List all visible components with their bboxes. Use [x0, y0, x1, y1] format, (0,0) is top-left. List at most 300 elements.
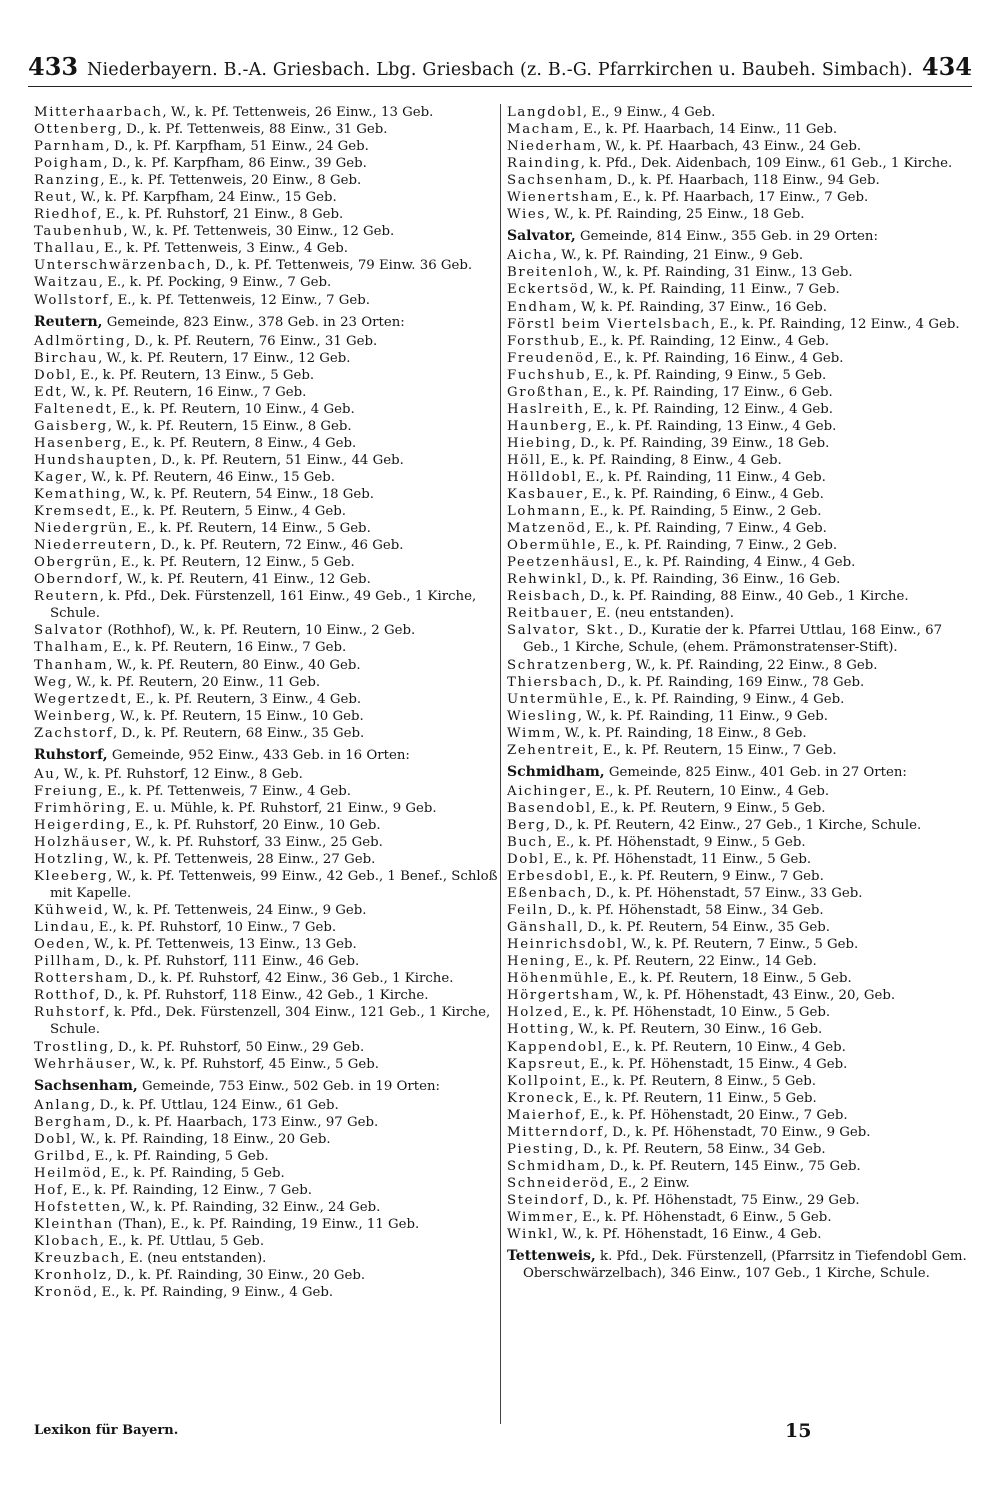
place-entry [34, 834, 504, 851]
place-entry [507, 206, 977, 223]
place-name: Grilbd [34, 1148, 87, 1164]
place-entry [507, 868, 977, 885]
entry-details: , D., k. Pf. Ruhstorf, 50 Einw., 29 Geb. [109, 1039, 365, 1055]
place-entry [507, 452, 977, 469]
place-name: Winkl [507, 1227, 554, 1243]
entry-details: , D., k. Pf. Höhenstadt, 58 Einw., 34 Geb. [548, 903, 824, 919]
place-name: Wollstorf [34, 292, 110, 308]
entry-details: , W., k. Pf. Haarbach, 43 Einw., 24 Geb. [597, 139, 862, 155]
place-name: Ranzing [34, 173, 101, 189]
entry-details: , W., k. Pf. Reutern, 17 Einw., 12 Geb. [98, 350, 351, 366]
entry-details: , W., k. Pf. Reutern, 80 Einw., 40 Geb. [108, 657, 361, 673]
place-entry [34, 622, 504, 639]
place-entry [507, 817, 977, 834]
place-entry [34, 766, 504, 783]
place-name: Reut [34, 190, 73, 206]
place-entry [507, 953, 977, 970]
place-entry [34, 121, 504, 138]
page-number-right: 434 [921, 52, 972, 81]
entry-details: , E., k. Pf. Rainding, 12 Einw., 4 Geb. [584, 401, 834, 417]
footer-publication-title: Lexikon für Bayern. [34, 1423, 179, 1438]
place-entry [507, 1226, 977, 1243]
place-name: Dobl [34, 1131, 72, 1147]
entry-details: , E., k. Pf. Tettenweis, 3 Einw., 4 Geb. [95, 241, 348, 257]
entry-details: , W., k. Pf. Rainding, 18 Einw., 8 Geb. [556, 725, 807, 741]
place-entry [507, 783, 977, 800]
place-entry [507, 155, 977, 172]
place-name: Aichinger [507, 783, 587, 799]
place-name: Kemathing [34, 487, 122, 503]
place-entry [34, 1199, 504, 1216]
entry-details: , E., k. Pf. Reutern, 22 Einw., 14 Geb. [565, 954, 817, 970]
place-entry [34, 172, 504, 189]
entry-details: , W., k. Pf. Reutern, 7 Einw., 5 Geb. [622, 937, 859, 953]
entry-details: , W., k. Pf. Reutern, 54 Einw., 18 Geb. [121, 487, 375, 503]
entry-details: , k. Pfd., Dek. Fürstenzell, 161 Einw., 49 Geb., 1 Kirche, Schule. [50, 589, 477, 622]
place-name: Maierhof [507, 1107, 582, 1123]
municipality-name: Reutern, [34, 313, 103, 330]
place-entry [34, 725, 504, 742]
place-name: Hasenberg [34, 435, 123, 451]
place-name: Kasbauer [507, 487, 584, 503]
place-name: Hölldobl [507, 469, 578, 485]
entry-details: , W., k. Pf. Rainding, 11 Einw., 7 Geb. [589, 282, 840, 298]
municipality-name: Tettenweis, [507, 1248, 596, 1265]
place-name: Wimm [507, 725, 557, 741]
entry-details: , E., k. Pf. Rainding, 9 Einw., 4 Geb. [92, 1285, 334, 1301]
entry-details: Gemeinde, 814 Einw., 355 Geb. in 29 Orten: [575, 229, 878, 245]
place-name: Hotting [507, 1022, 570, 1038]
place-name: Heilmöd [34, 1165, 103, 1181]
place-name: Schmidham [507, 1158, 601, 1174]
place-entry [507, 851, 977, 868]
entry-details: , E., k. Pf. Höhenstadt, 9 Einw., 5 Geb. [547, 834, 806, 850]
place-name: Zachstorf [34, 725, 114, 741]
entry-details: , D., k. Pf. Rainding, 30 Einw., 20 Geb. [107, 1268, 366, 1284]
place-name: Trostling [34, 1039, 110, 1055]
place-entry [34, 1182, 504, 1199]
municipality-heading [507, 764, 977, 781]
entry-details: , W., k. Pf. Reutern, 20 Einw., 11 Geb. [67, 674, 321, 690]
place-entry [507, 1073, 977, 1090]
place-entry [34, 817, 504, 834]
place-name: Wies [507, 207, 546, 223]
place-entry [34, 902, 504, 919]
place-entry [507, 725, 977, 742]
place-name: Wehrhäuser [34, 1056, 132, 1072]
place-name: Schneideröd [507, 1175, 610, 1191]
place-name: Erbesdobl [507, 869, 590, 885]
entry-details: , E., k. Pf. Ruhstorf, 21 Einw., 8 Geb. [97, 207, 344, 223]
place-entry [34, 936, 504, 953]
place-entry [507, 1039, 977, 1056]
place-entry [507, 469, 977, 486]
place-entry [34, 1148, 504, 1165]
place-name: Niedergrün [34, 521, 129, 537]
running-header [28, 52, 972, 87]
entry-details: , E., k. Pf. Rainding, 12 Einw., 7 Geb. [63, 1182, 312, 1198]
place-name: Macham [507, 122, 575, 138]
place-entry [507, 435, 977, 452]
entry-details: k. Pfd., Dek. Fürstenzell, (Pfarrsitz in Tiefendobl Gem. Oberschwärzelbach), 346 Einw., 107 Geb., 1 Kirche, Schule. [523, 1249, 967, 1282]
place-entry [34, 367, 504, 384]
place-name: Fuchshub [507, 367, 587, 383]
place-entry [507, 919, 977, 936]
place-entry [34, 520, 504, 537]
place-name: Langdobl [507, 105, 583, 120]
entry-details: , E., k. Pf. Reutern, 18 Einw., 5 Geb. [609, 971, 852, 987]
entry-details: , E., k. Pf. Reutern, 11 Einw., 5 Geb. [574, 1090, 817, 1106]
place-name: Hotzling [34, 852, 105, 868]
entry-details: , E., k. Pf. Rainding, 9 Einw., 5 Geb. [586, 367, 827, 383]
place-name: Holzhäuser [34, 834, 127, 850]
place-name: Lohmann [507, 504, 582, 520]
place-name: Höll [507, 452, 542, 468]
place-entry [34, 851, 504, 868]
place-entry [34, 155, 504, 172]
entry-details: , E., k. Pf. Höhenstadt, 15 Einw., 4 Geb. [581, 1056, 848, 1072]
entry-details: , W., k. Pf. Rainding, 22 Einw., 8 Geb. [627, 657, 878, 673]
entry-details: , D., k. Pf. Höhenstadt, 75 Einw., 29 Geb. [584, 1192, 860, 1208]
place-name: Mitterndorf [507, 1124, 604, 1140]
place-name: Adlmörting [34, 333, 127, 349]
place-entry [507, 189, 977, 206]
place-name: Kronholz [34, 1268, 108, 1284]
place-name: Schratzenberg [507, 657, 628, 673]
place-name: Anlang [34, 1097, 92, 1113]
left-column [34, 104, 504, 1301]
place-name: Gänshall [507, 920, 579, 936]
entry-details: (Rothhof), W., k. Pf. Reutern, 10 Einw., 2 Geb. [103, 623, 416, 639]
place-entry [34, 1233, 504, 1250]
place-entry [34, 987, 504, 1004]
municipality-heading [507, 1248, 977, 1282]
entry-details: , W., k. Pf. Tettenweis, 26 Einw., 13 Geb. [162, 105, 434, 120]
place-entry [507, 1175, 977, 1192]
place-name: Kleeberg [34, 869, 108, 885]
place-entry [34, 104, 504, 121]
entry-details: , D., k. Pf. Reutern, 58 Einw., 34 Geb. [574, 1141, 826, 1157]
place-name: Heinrichsdobl [507, 937, 623, 953]
entry-details: , W., k. Pf. Ruhstorf, 33 Einw., 25 Geb. [126, 834, 383, 850]
place-entry [507, 800, 977, 817]
entry-details: , W., k. Pf. Reutern, 16 Einw., 7 Geb. [62, 384, 307, 400]
place-name: Kappendobl [507, 1039, 604, 1055]
place-name: Peetzenhäusl [507, 555, 616, 571]
place-entry [34, 240, 504, 257]
place-entry [507, 537, 977, 554]
place-name: Hening [507, 954, 566, 970]
place-entry [34, 350, 504, 367]
entry-details: , D., k. Pf. Ruhstorf, 42 Einw., 36 Geb., 1 Kirche. [128, 971, 454, 987]
place-name: Kronöd [34, 1285, 93, 1301]
place-entry [507, 691, 977, 708]
place-entry [34, 1097, 504, 1114]
entry-details: , E., k. Pf. Rainding, 12 Einw., 4 Geb. [710, 316, 960, 332]
place-entry [34, 401, 504, 418]
place-entry [507, 486, 977, 503]
place-entry [507, 418, 977, 435]
entry-details: , E., k. Pf. Reutern, 13 Einw., 5 Geb. [71, 367, 315, 383]
page-number-left: 433 [28, 52, 79, 81]
entry-details: , E., k. Pf. Tettenweis, 7 Einw., 4 Geb. [98, 783, 351, 799]
place-name: Ruhstorf [34, 1005, 106, 1021]
entry-details: , E. (neu entstanden). [120, 1251, 267, 1267]
entry-details: Gemeinde, 823 Einw., 378 Geb. in 23 Orten: [102, 314, 405, 330]
place-entry [34, 223, 504, 240]
place-name: Niederham [507, 139, 597, 155]
entry-details: , k. Pfd., Dek. Fürstenzell, 304 Einw., 121 Geb., 1 Kirche, Schule. [50, 1005, 491, 1038]
place-name: Endham [507, 299, 573, 315]
municipality-name: Salvator, [507, 228, 576, 245]
place-name: Gaisberg [34, 418, 108, 434]
place-name: Hiebing [507, 435, 572, 451]
place-name: Steindorf [507, 1192, 585, 1208]
place-name: Salvator [34, 623, 104, 639]
place-entry [34, 953, 504, 970]
entry-details: Gemeinde, 753 Einw., 502 Geb. in 19 Orten: [137, 1078, 441, 1094]
entry-details: , E., k. Pf. Rainding, 6 Einw., 4 Geb. [583, 487, 824, 503]
entry-details: , D., k. Pf. Reutern, 42 Einw., 27 Geb., 1 Kirche, Schule. [545, 817, 922, 833]
place-name: Lindau [34, 920, 91, 936]
municipality-heading [507, 228, 977, 245]
place-entry [34, 554, 504, 571]
place-entry [507, 1141, 977, 1158]
entry-details: , W., k. Pf. Tettenweis, 24 Einw., 9 Geb. [103, 903, 367, 919]
place-name: Weg [34, 674, 68, 690]
place-entry [507, 247, 977, 264]
place-entry [34, 868, 504, 902]
entry-details: , E., k. Pf. Reutern, 15 Einw., 7 Geb. [594, 742, 837, 758]
place-entry [34, 1250, 504, 1267]
place-name: Eckertsöd [507, 282, 590, 298]
entry-details: , W., k. Pf. Rainding, 32 Einw., 24 Geb. [121, 1199, 381, 1215]
place-entry [507, 172, 977, 189]
place-name: Poigham [34, 156, 104, 172]
entry-details: , D., k. Pf. Reutern, 51 Einw., 44 Geb. [152, 452, 404, 468]
place-entry [34, 292, 504, 309]
place-entry [34, 571, 504, 588]
entry-details: , E., 2 Einw. [609, 1175, 690, 1191]
place-name: Haunberg [507, 418, 588, 434]
place-entry [507, 622, 977, 656]
place-name: Hörgertsham [507, 988, 615, 1004]
place-entry [34, 639, 504, 656]
place-entry [507, 350, 977, 367]
place-name: Großthan [507, 384, 585, 400]
entry-details: , E., k. Pf. Rainding, 5 Einw., 2 Geb. [581, 504, 822, 520]
entry-details: , E., k. Pf. Reutern, 8 Einw., 4 Geb. [122, 435, 357, 451]
place-name: Zehentreit [507, 742, 595, 758]
entry-details: , D., k. Pf. Haarbach, 173 Einw., 97 Geb. [106, 1114, 379, 1130]
entry-details: , E., k. Pf. Höhenstadt, 10 Einw., 5 Geb. [563, 1005, 831, 1021]
place-name: Buch [507, 834, 548, 850]
place-entry [507, 605, 977, 622]
place-entry [34, 452, 504, 469]
place-entry [34, 384, 504, 401]
place-name: Riedhof [34, 207, 98, 223]
entry-details: , W., k. Pf. Reutern, 15 Einw., 10 Geb. [111, 708, 364, 724]
place-entry [507, 1090, 977, 1107]
place-name: Thallau [34, 241, 96, 257]
place-name: Oeden [34, 937, 86, 953]
place-name: Matzenöd [507, 521, 587, 537]
place-name: Niederreutern [34, 538, 153, 554]
place-entry [507, 657, 977, 674]
entry-details: , W., k. Pf. Ruhstorf, 12 Einw., 8 Geb. [55, 766, 303, 782]
place-entry [34, 333, 504, 350]
place-entry [507, 554, 977, 571]
place-name: Oberndorf [34, 572, 119, 588]
place-name: Faltenedt [34, 401, 113, 417]
entry-details: , W., k. Pf. Tettenweis, 30 Einw., 12 Geb. [123, 224, 395, 240]
place-entry [507, 902, 977, 919]
entry-details: , E., k. Pf. Reutern, 9 Einw., 5 Geb. [591, 800, 826, 816]
place-name: Thalham [34, 640, 104, 656]
entry-details: , D., k. Pf. Tettenweis, 79 Einw. 36 Geb. [206, 258, 473, 274]
place-entry [507, 1209, 977, 1226]
place-entry [34, 138, 504, 155]
entry-details: , E., k. Pf. Höhenstadt, 6 Einw., 5 Geb. [573, 1210, 832, 1225]
place-entry [507, 281, 977, 298]
place-name: Reitbauer [507, 606, 589, 622]
column-divider [500, 104, 501, 1424]
place-entry [507, 503, 977, 520]
place-entry [34, 418, 504, 435]
entry-details: , W., k. Pf. Tettenweis, 28 Einw., 27 Geb. [104, 852, 376, 868]
place-name: Wienertsham [507, 190, 615, 206]
place-entry [34, 1114, 504, 1131]
place-name: Wimmer [507, 1210, 574, 1225]
place-name: Hof [34, 1182, 64, 1198]
place-name: Thanham [34, 657, 109, 673]
place-name: Rotthof [34, 988, 96, 1004]
entry-details: , E., k. Pf. Tettenweis, 12 Einw., 7 Geb. [109, 292, 371, 308]
place-entry [34, 674, 504, 691]
entry-details: , W., k. Pf. Höhenstadt, 16 Einw., 4 Geb. [553, 1227, 822, 1243]
place-entry [507, 834, 977, 851]
entry-details: , D., k. Pf. Haarbach, 118 Einw., 94 Geb. [608, 173, 880, 189]
place-entry [507, 333, 977, 350]
entry-details: , E., k. Pf. Reutern, 16 Einw., 7 Geb. [103, 640, 347, 656]
place-name: Weinberg [34, 708, 112, 724]
entry-details: , E., k. Pf. Reutern, 9 Einw., 7 Geb. [589, 869, 824, 885]
entry-details: , D., k. Pf. Karpfham, 86 Einw., 39 Geb. [103, 156, 367, 172]
entry-details: , D., k. Pf. Rainding, 36 Einw., 16 Geb. [582, 572, 841, 588]
entry-details: , W., k. Pf. Tettenweis, 13 Einw., 13 Geb. [85, 937, 357, 953]
place-entry [507, 138, 977, 155]
entry-details: , D., k. Pf. Ruhstorf, 111 Einw., 46 Geb. [96, 954, 360, 970]
entry-details: , E., k. Pf. Tettenweis, 20 Einw., 8 Geb. [100, 173, 362, 189]
municipality-name: Schmidham, [507, 763, 605, 780]
place-name: Freiung [34, 783, 99, 799]
place-entry [507, 1192, 977, 1209]
place-entry [34, 469, 504, 486]
place-name: Dobl [34, 367, 72, 383]
entry-details: , D., k. Pf. Karpfham, 51 Einw., 24 Geb. [105, 139, 369, 155]
place-name: Mitterhaarbach [34, 105, 163, 120]
place-name: Pillham [34, 954, 97, 970]
entry-details: , E., k. Pf. Rainding, 5 Geb. [86, 1148, 269, 1164]
place-name: Heigerding [34, 817, 127, 833]
entry-details: , E., k. Pf. Reutern, 5 Einw., 4 Geb. [112, 504, 346, 520]
place-entry [34, 1284, 504, 1301]
entry-details: , W., k. Pf. Reutern, 30 Einw., 16 Geb. [569, 1022, 823, 1038]
place-entry [34, 1165, 504, 1182]
entry-details: , D., k. Pf. Reutern, 54 Einw., 35 Geb. [578, 920, 830, 936]
entry-details: , E., k. Pf. Rainding, 16 Einw., 4 Geb. [594, 350, 844, 366]
place-entry [34, 1056, 504, 1073]
place-entry [34, 486, 504, 503]
place-name: Thiersbach [507, 674, 599, 690]
entry-details: , W., k. Pf. Reutern, 41 Einw., 12 Geb. [118, 572, 371, 588]
right-column [507, 104, 977, 1284]
place-entry [34, 257, 504, 274]
entry-details: , E., k. Pf. Reutern, 14 Einw., 5 Geb. [128, 521, 371, 537]
place-entry [34, 1131, 504, 1148]
place-name: Piesting [507, 1141, 575, 1157]
entry-details: , W., k. Pf. Rainding, 25 Einw., 18 Geb. [545, 207, 805, 223]
municipality-heading [34, 1078, 504, 1095]
place-name: Basendobl [507, 800, 592, 816]
place-entry [507, 1158, 977, 1175]
entry-details: Gemeinde, 952 Einw., 433 Geb. in 16 Orten: [107, 747, 410, 763]
entry-details: , W., k. Pf. Reutern, 15 Einw., 8 Geb. [107, 418, 352, 434]
place-name: Feiln [507, 903, 549, 919]
entry-details: , E., k. Pf. Haarbach, 14 Einw., 11 Geb. [574, 122, 838, 138]
place-name: Forsthub [507, 333, 581, 349]
entry-details: , D., Kuratie der k. Pfarrei Uttlau, 168 Einw., 67 Geb., 1 Kirche, Schule, (ehem. Prämonstratenser-Stift). [523, 623, 943, 656]
entry-details: , D., k. Pf. Uttlau, 124 Einw., 61 Geb. [91, 1097, 339, 1113]
place-entry [507, 571, 977, 588]
place-entry [34, 800, 504, 817]
place-name: Kühweid [34, 903, 104, 919]
place-name: Kager [34, 469, 83, 485]
place-entry [507, 885, 977, 902]
entry-details: , W., k. Pf. Rainding, 21 Einw., 9 Geb. [552, 248, 804, 264]
place-entry [507, 1107, 977, 1124]
entry-details: , W., k. Pf. Reutern, 46 Einw., 15 Geb. [82, 469, 336, 485]
place-entry [507, 299, 977, 316]
entry-details: , E., k. Pf. Uttlau, 5 Geb. [99, 1234, 265, 1250]
place-name: Obergrün [34, 555, 113, 571]
place-entry [507, 970, 977, 987]
place-entry [507, 384, 977, 401]
entry-details: , E., k. Pf. Höhenstadt, 11 Einw., 5 Geb. [544, 852, 812, 868]
place-entry [34, 189, 504, 206]
place-name: Wiesling [507, 708, 578, 724]
place-name: Parnham [34, 139, 106, 155]
place-name: Taubenhub [34, 224, 124, 240]
place-name: Haslreith [507, 401, 585, 417]
place-name: Edt [34, 384, 63, 400]
footer-sheet-number: 15 [785, 1420, 812, 1442]
place-name: Kleinthan [34, 1217, 114, 1232]
place-entry [34, 708, 504, 725]
place-entry [34, 1216, 504, 1233]
entry-details: , E., k. Pf. Rainding, 7 Einw., 2 Geb. [596, 538, 838, 554]
place-name: Frimhöring [34, 800, 127, 816]
place-name: Reisbach [507, 589, 582, 605]
place-entry [34, 1267, 504, 1284]
place-entry [507, 1056, 977, 1073]
place-entry [507, 936, 977, 953]
place-name: Au [34, 766, 56, 782]
place-name: Sachsenham [507, 173, 609, 189]
place-entry [34, 206, 504, 223]
place-name: Kremsedt [34, 504, 113, 520]
entry-details: , E., k. Pf. Rainding, 12 Einw., 4 Geb. [580, 333, 830, 349]
